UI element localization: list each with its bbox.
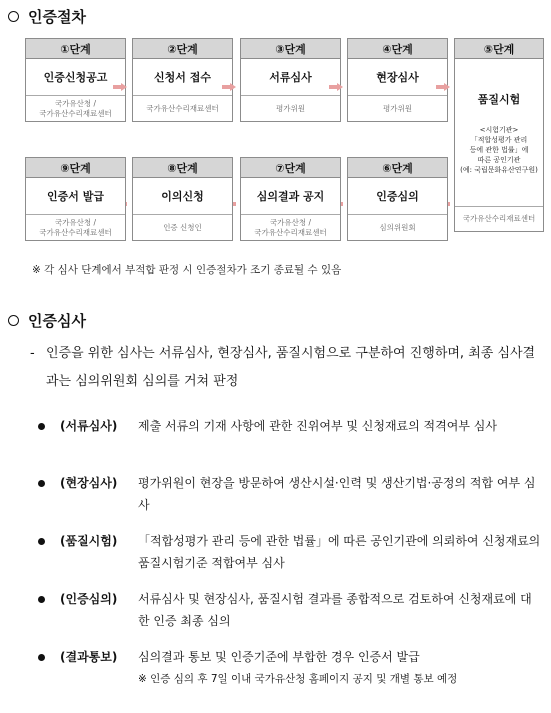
dash-marker: - [30, 346, 35, 361]
step-org: 국가유산수리재료센터 [462, 214, 536, 223]
step-name: 심의결과 공지 [241, 178, 340, 215]
bullet-dot-icon [38, 596, 45, 603]
section-title-review [8, 310, 86, 331]
step-8 [132, 157, 233, 241]
arrow-right-icon [329, 83, 343, 91]
bullet-result-notice [38, 646, 543, 690]
review-intro [30, 340, 540, 396]
bullet-label: (서류심사) [60, 419, 118, 433]
step-9 [25, 157, 126, 241]
step-number: ⑧단계 [133, 158, 232, 178]
arrow-right-icon [113, 83, 127, 91]
step-number: ④단계 [348, 39, 447, 59]
step-7 [240, 157, 341, 241]
step-org: 심의위원회 [379, 222, 416, 232]
bullet-dot-icon [38, 538, 45, 545]
step-number: ⑨단계 [26, 158, 125, 178]
bullet-desc: 「적합성평가 관리 등에 관한 법률」에 따른 공인기관에 의뢰하여 신청재료의 품질시험기준 적합여부 심사 [138, 534, 541, 570]
step-name: 인증심의 [348, 178, 447, 215]
bullet-label: (결과통보) [60, 650, 118, 664]
step-org: 국가유산청 / 국가유산수리재료센터 [39, 98, 112, 118]
circle-bullet-icon [8, 315, 19, 326]
bullet-desc: 제출 서류의 기재 사항에 관한 진위여부 및 신청재료의 적격여부 심사 [138, 419, 497, 433]
step-1 [25, 38, 126, 122]
arrow-right-icon [436, 83, 450, 91]
bullet-document-review [38, 415, 543, 437]
bullet-dot-icon [38, 654, 45, 661]
step-3 [240, 38, 341, 122]
step-name: 인증서 발급 [26, 178, 125, 215]
step-org: 평가위원 [276, 103, 305, 113]
bullet-certification-deliberation [38, 588, 543, 632]
section-title-procedure [8, 6, 86, 27]
circle-bullet-icon [8, 11, 19, 22]
step-2 [132, 38, 233, 122]
section-title-text: 인증절차 [28, 8, 86, 26]
step-number: ⑤단계 [455, 39, 543, 59]
bullet-desc: 평가위원이 현장을 방문하여 생산시설·인력 및 생산기법·공정의 적합 여부 심사 [138, 476, 536, 512]
bullet-label: (품질시험) [60, 534, 118, 548]
step-number: ⑦단계 [241, 158, 340, 178]
step-number: ②단계 [133, 39, 232, 59]
step-name: 인증신청공고 [26, 59, 125, 96]
step-number: ③단계 [241, 39, 340, 59]
step-number: ①단계 [26, 39, 125, 59]
step-org: 국가유산청 / 국가유산수리재료센터 [39, 217, 112, 237]
step-org: 국가유산청 / 국가유산수리재료센터 [254, 217, 327, 237]
step-number: ⑥단계 [348, 158, 447, 178]
section-title-text: 인증심사 [28, 312, 86, 330]
step-body [455, 59, 543, 207]
step-detail: <시험기관> 「적합성평가 관리 등에 관한 법률」에 따른 공인기관 (예: 국립문화유산연구원) [460, 125, 538, 174]
step-name: 품질시험 [477, 92, 521, 106]
step-name: 신청서 접수 [133, 59, 232, 96]
step-name: 이의신청 [133, 178, 232, 215]
step-4 [347, 38, 448, 122]
bullet-label: (현장심사) [60, 476, 118, 490]
procedure-note: ※ 각 심사 단계에서 부적합 판정 시 인증절차가 조기 종료될 수 있음 [32, 264, 342, 276]
bullet-subnote: ※ 인증 심의 후 7일 이내 국가유산청 홈페이지 공지 및 개별 통보 예정 [138, 673, 458, 685]
bullet-dot-icon [38, 423, 45, 430]
bullet-dot-icon [38, 480, 45, 487]
step-org: 평가위원 [383, 103, 412, 113]
step-5 [454, 38, 544, 232]
bullet-desc: 심의결과 통보 및 인증기준에 부합한 경우 인증서 발급 [138, 650, 420, 664]
step-name: 서류심사 [241, 59, 340, 96]
step-6 [347, 157, 448, 241]
review-intro-text: 인증을 위한 심사는 서류심사, 현장심사, 품질시험으로 구분하여 진행하며, 최종 심사결과는 심의위원회 심의를 거쳐 판정 [46, 346, 536, 389]
step-name: 현장심사 [348, 59, 447, 96]
arrow-right-icon [222, 83, 236, 91]
bullet-quality-test [38, 530, 543, 574]
step-org: 인증 신청인 [163, 222, 202, 232]
step-org: 국가유산수리재료센터 [146, 103, 219, 113]
bullet-site-review [38, 472, 543, 516]
bullet-desc: 서류심사 및 현장심사, 품질시험 결과를 종합적으로 검토하여 신청재료에 대한 인증 최종 심의 [138, 592, 532, 628]
bullet-label: (인증심의) [60, 592, 118, 606]
